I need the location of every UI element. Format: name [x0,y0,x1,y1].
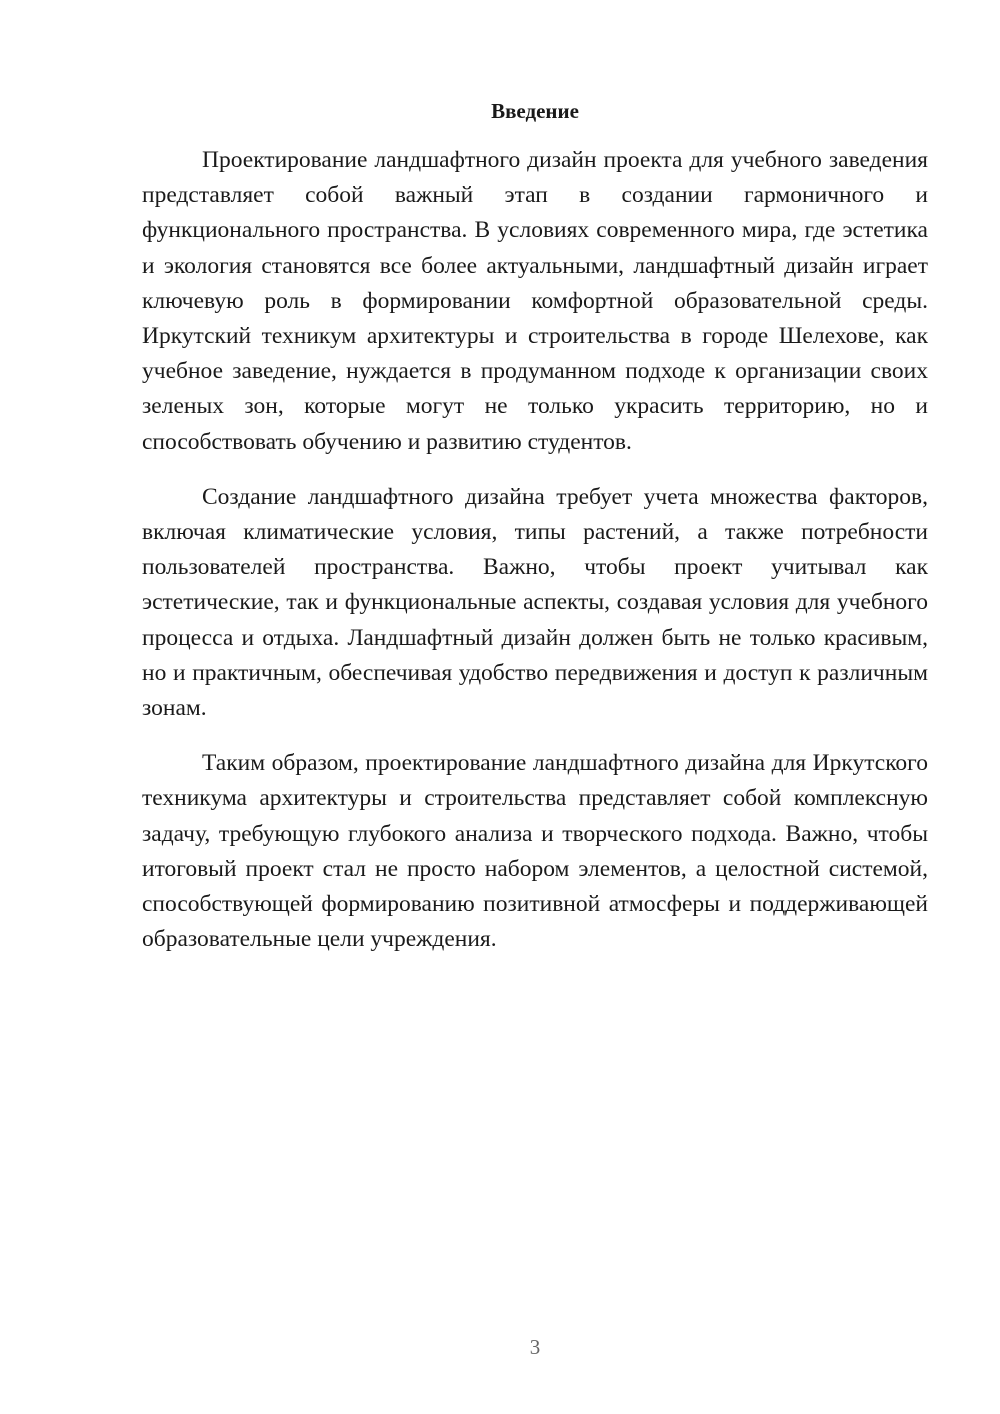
body-text [142,143,928,977]
paragraph-3: Таким образом, проектирование ландшафтного дизайна для Иркутского техникума архитектуры и строительства представляет собой комплексную задачу, требующую глубокого анализа и творческого подхода. Важно, чтобы итоговый проект стал не просто набором элементов, а целостной системой, способствующей формированию позитивной атмосферы и поддерживающей образовательные цели учреждения. [142,750,928,953]
section-heading: Введение [491,99,579,123]
paragraph-2: Создание ландшафтного дизайна требует учета множества факторов, включая климатические условия, типы растений, а также потребности пользователей пространства. Важно, чтобы проект учитывал как эстетические, так и функциональные аспекты, создавая условия для учебного процесса и отдыха. Ландшафтный дизайн должен быть не только красивым, но и практичным, обеспечивая удобство передвижения и доступ к различным зонам. [142,483,928,722]
page-number: 3 [529,1335,541,1359]
paragraph-1: Проектирование ландшафтного дизайн проекта для учебного заведения представляет собой важный этап в создании гармоничного и функционального пространства. В условиях современного мира, где эстетика и экология становятся все более актуальными, ландшафтный дизайн играет ключевую роль в формировании комфортной образовательной среды. Иркутский техникум архитектуры и строительства в городе Шелехове, как учебное заведение, нуждается в продуманном подходе к организации своих зеленых зон, которые могут не только украсить территорию, но и способствовать обучению и развитию студентов. [142,147,928,455]
